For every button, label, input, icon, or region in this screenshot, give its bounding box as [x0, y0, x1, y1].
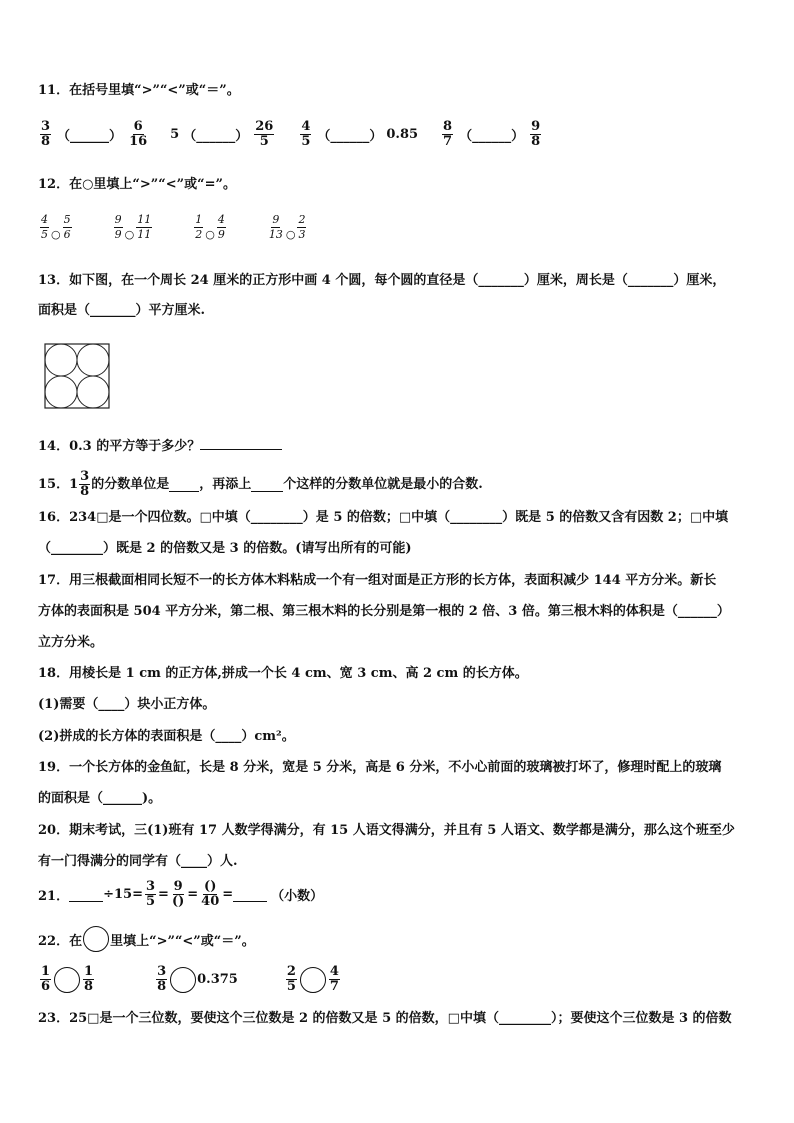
q21-equals: = — [187, 887, 199, 902]
q12-circle[interactable]: ○ — [285, 228, 296, 241]
q17-line2: 方体的表面积是 504 平方分米，第二根、第三根木料的长分别是第一根的 2 倍、3 倍。第三根木料的体积是（______） — [38, 604, 730, 619]
q20-line1: 20．期末考试，三(1)班有 17 人数学得满分，有 15 人语文得满分，并且有 5 人语文、数学都是满分，那么这个班至少 — [38, 823, 735, 838]
q12-frac: $\frac{9}{9}$ — [114, 213, 122, 241]
q21-equals: = — [222, 887, 234, 902]
q22-frac: $\frac{1}{8}$ — [84, 964, 94, 994]
q21-prefix: 21． — [38, 889, 70, 904]
q11-paren[interactable]: （______） — [183, 129, 249, 144]
q15-prefix: 15．1 — [38, 476, 79, 492]
q14-text: 14．0.3 的平方等于多少？ — [38, 439, 201, 454]
q22-answer-circle[interactable] — [170, 967, 196, 993]
q12-frac: $\frac{2}{3}$ — [298, 213, 306, 241]
q19-line2: 的面积是（______)。 — [38, 791, 162, 806]
q21-line — [38, 880, 323, 909]
q11-frac: $\frac{3}{8}$ — [41, 119, 51, 149]
q22-answer-circle[interactable] — [54, 967, 80, 993]
q17-line1: 17．用三根截面相同长短不一的长方体木料粘成一个有一组对面是正方形的长方体，表面积减少 144 平方分米。新长 — [38, 573, 717, 588]
q15-blank-2[interactable] — [251, 477, 283, 492]
q22-row — [38, 965, 342, 994]
q18-line1: 18．用棱长是 1 cm 的正方体,拼成一个长 4 cm、宽 3 cm、高 2 cm 的长方体。 — [38, 666, 528, 681]
q12-circle[interactable]: ○ — [51, 228, 61, 241]
q14-line — [38, 438, 282, 456]
q21-suffix: （小数） — [271, 889, 324, 904]
q11-row — [38, 120, 543, 149]
q15-text-2: ，再添上 — [199, 476, 252, 492]
q18-line2: (1)需要（____）块小正方体。 — [38, 697, 216, 712]
q15-blank-1[interactable] — [169, 477, 199, 492]
q12-frac: $\frac{4}{9}$ — [217, 213, 225, 241]
q21-frac-2[interactable]: $\frac{9}{()}$ — [171, 879, 185, 909]
q13-line2: 面积是（_______）平方厘米. — [38, 303, 206, 318]
q12-circle[interactable]: ○ — [124, 228, 135, 241]
q17-line3: 立方分米。 — [38, 635, 104, 650]
q22-frac: $\frac{3}{8}$ — [157, 964, 167, 994]
q21-frac-3[interactable]: $\frac{()}{40}$ — [201, 879, 220, 909]
q16-line1: 16．234□是一个四位数。□中填（________）是 5 的倍数；□中填（________）既是 5 的倍数又含有因数 2；□中填 — [38, 510, 729, 525]
q12-frac: $\frac{9}{13}$ — [268, 213, 283, 241]
q13-line1: 13．如下图，在一个周长 24 厘米的正方形中画 4 个圆，每个圆的直径是（_______）厘米，周长是（_______）厘米， — [38, 273, 726, 288]
q14-answer-blank[interactable] — [200, 449, 282, 450]
q15-line — [38, 470, 483, 499]
q15-frac: $\frac{3}{8}$ — [80, 469, 90, 499]
q22-frac: $\frac{2}{5}$ — [286, 964, 296, 994]
q11-title: 11．在括号里填“>”“<”或“＝”。 — [38, 83, 240, 98]
q22-number: 0.375 — [197, 972, 238, 987]
q11-frac: $\frac{8}{7}$ — [443, 119, 453, 149]
square-four-circles-figure — [44, 343, 110, 409]
q11-frac: $\frac{26}{5}$ — [255, 119, 274, 149]
q11-paren[interactable]: （______） — [459, 129, 525, 144]
q22-answer-circle[interactable] — [300, 967, 326, 993]
q11-frac: $\frac{4}{5}$ — [301, 119, 311, 149]
q21-blank-2[interactable] — [233, 887, 267, 902]
q18-line3: (2)拼成的长方体的表面积是（____）cm²。 — [38, 729, 295, 744]
q12-frac: $\frac{4}{5}$ — [41, 213, 48, 241]
q22-frac: $\frac{4}{7}$ — [329, 964, 339, 994]
q21-div: ÷15= — [103, 887, 143, 902]
q12-frac: $\frac{1}{2}$ — [195, 213, 203, 241]
q22-prefix: 22．在 — [38, 933, 83, 949]
q12-frac: $\frac{5}{6}$ — [63, 213, 71, 241]
q15-text-3: 个这样的分数单位就是最小的合数. — [283, 476, 483, 492]
q21-frac-1: $\frac{3}{5}$ — [145, 879, 156, 909]
q22-title — [38, 926, 255, 952]
q23-line1: 23．25□是一个三位数，要使这个三位数是 2 的倍数又是 5 的倍数，□中填（________）；要使这个三位数是 3 的倍数 — [38, 1011, 732, 1026]
q11-paren[interactable]: （______） — [317, 129, 383, 144]
q22-text: 里填上“>”“<”或“＝”。 — [110, 933, 255, 949]
q16-line2: （________）既是 2 的倍数又是 3 的倍数。(请写出所有的可能) — [38, 541, 412, 556]
q11-number: 5 — [170, 127, 180, 142]
q12-circle[interactable]: ○ — [205, 228, 215, 241]
q11-frac: $\frac{6}{16}$ — [129, 119, 148, 149]
q12-title: 12．在○里填上“>”“<”或“=”。 — [38, 177, 236, 192]
q21-blank-1[interactable] — [69, 887, 103, 902]
q11-frac: $\frac{9}{8}$ — [531, 119, 541, 149]
q11-number: 0.85 — [386, 127, 419, 142]
circle-icon — [83, 926, 109, 952]
q19-line1: 19．一个长方体的金鱼缸，长是 8 分米，宽是 5 分米，高是 6 分米，不小心前面的玻璃被打坏了，修理时配上的玻璃 — [38, 760, 722, 775]
q22-frac: $\frac{1}{6}$ — [41, 964, 51, 994]
q21-equals: = — [158, 887, 169, 902]
q12-frac: $\frac{11}{11}$ — [137, 213, 152, 241]
q12-row — [38, 213, 308, 242]
q11-paren[interactable]: （______） — [57, 129, 123, 144]
q20-line2: 有一门得满分的同学有（____）人. — [38, 854, 238, 869]
q15-text-1: 的分数单位是 — [91, 476, 170, 492]
